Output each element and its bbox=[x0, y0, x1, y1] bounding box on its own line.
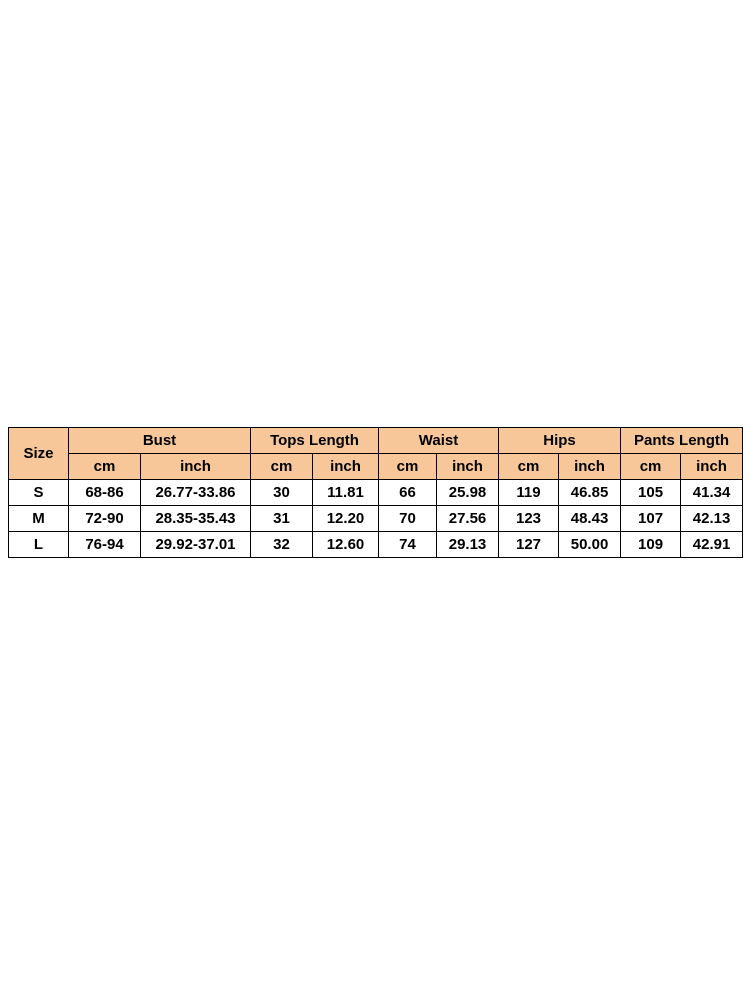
cell-bust-cm: 76-94 bbox=[69, 532, 141, 558]
cell-tops-length-cm: 30 bbox=[251, 480, 313, 506]
header-bust-cm: cm bbox=[69, 454, 141, 480]
cell-bust-inch: 26.77-33.86 bbox=[141, 480, 251, 506]
cell-hips-inch: 50.00 bbox=[559, 532, 621, 558]
header-tops-length: Tops Length bbox=[251, 428, 379, 454]
group-header-row bbox=[9, 428, 743, 454]
table-body bbox=[9, 480, 743, 558]
cell-hips-inch: 48.43 bbox=[559, 506, 621, 532]
header-pants-length: Pants Length bbox=[621, 428, 743, 454]
cell-waist-inch: 25.98 bbox=[437, 480, 499, 506]
cell-tops-length-inch: 12.60 bbox=[313, 532, 379, 558]
header-waist: Waist bbox=[379, 428, 499, 454]
cell-bust-inch: 29.92-37.01 bbox=[141, 532, 251, 558]
cell-bust-cm: 68-86 bbox=[69, 480, 141, 506]
table-row bbox=[9, 506, 743, 532]
cell-hips-cm: 127 bbox=[499, 532, 559, 558]
size-chart-container bbox=[8, 427, 742, 558]
cell-tops-length-cm: 32 bbox=[251, 532, 313, 558]
cell-pants-length-inch: 42.13 bbox=[681, 506, 743, 532]
cell-hips-cm: 119 bbox=[499, 480, 559, 506]
cell-size: S bbox=[9, 480, 69, 506]
cell-hips-inch: 46.85 bbox=[559, 480, 621, 506]
cell-bust-inch: 28.35-35.43 bbox=[141, 506, 251, 532]
cell-bust-cm: 72-90 bbox=[69, 506, 141, 532]
header-pants-length-cm: cm bbox=[621, 454, 681, 480]
cell-size: L bbox=[9, 532, 69, 558]
cell-pants-length-inch: 42.91 bbox=[681, 532, 743, 558]
cell-hips-cm: 123 bbox=[499, 506, 559, 532]
table-row bbox=[9, 532, 743, 558]
header-hips-cm: cm bbox=[499, 454, 559, 480]
size-chart-table bbox=[8, 427, 743, 558]
header-waist-inch: inch bbox=[437, 454, 499, 480]
header-pants-length-inch: inch bbox=[681, 454, 743, 480]
cell-waist-cm: 70 bbox=[379, 506, 437, 532]
cell-pants-length-cm: 109 bbox=[621, 532, 681, 558]
header-bust-inch: inch bbox=[141, 454, 251, 480]
header-hips-inch: inch bbox=[559, 454, 621, 480]
cell-tops-length-inch: 11.81 bbox=[313, 480, 379, 506]
header-hips: Hips bbox=[499, 428, 621, 454]
cell-pants-length-cm: 105 bbox=[621, 480, 681, 506]
cell-size: M bbox=[9, 506, 69, 532]
header-size: Size bbox=[9, 428, 69, 480]
cell-pants-length-cm: 107 bbox=[621, 506, 681, 532]
cell-waist-inch: 29.13 bbox=[437, 532, 499, 558]
cell-waist-cm: 74 bbox=[379, 532, 437, 558]
table-row bbox=[9, 480, 743, 506]
table-header bbox=[9, 428, 743, 480]
cell-tops-length-cm: 31 bbox=[251, 506, 313, 532]
cell-waist-inch: 27.56 bbox=[437, 506, 499, 532]
cell-waist-cm: 66 bbox=[379, 480, 437, 506]
header-bust: Bust bbox=[69, 428, 251, 454]
cell-tops-length-inch: 12.20 bbox=[313, 506, 379, 532]
cell-pants-length-inch: 41.34 bbox=[681, 480, 743, 506]
header-tops-length-cm: cm bbox=[251, 454, 313, 480]
header-waist-cm: cm bbox=[379, 454, 437, 480]
header-tops-length-inch: inch bbox=[313, 454, 379, 480]
unit-header-row bbox=[9, 454, 743, 480]
